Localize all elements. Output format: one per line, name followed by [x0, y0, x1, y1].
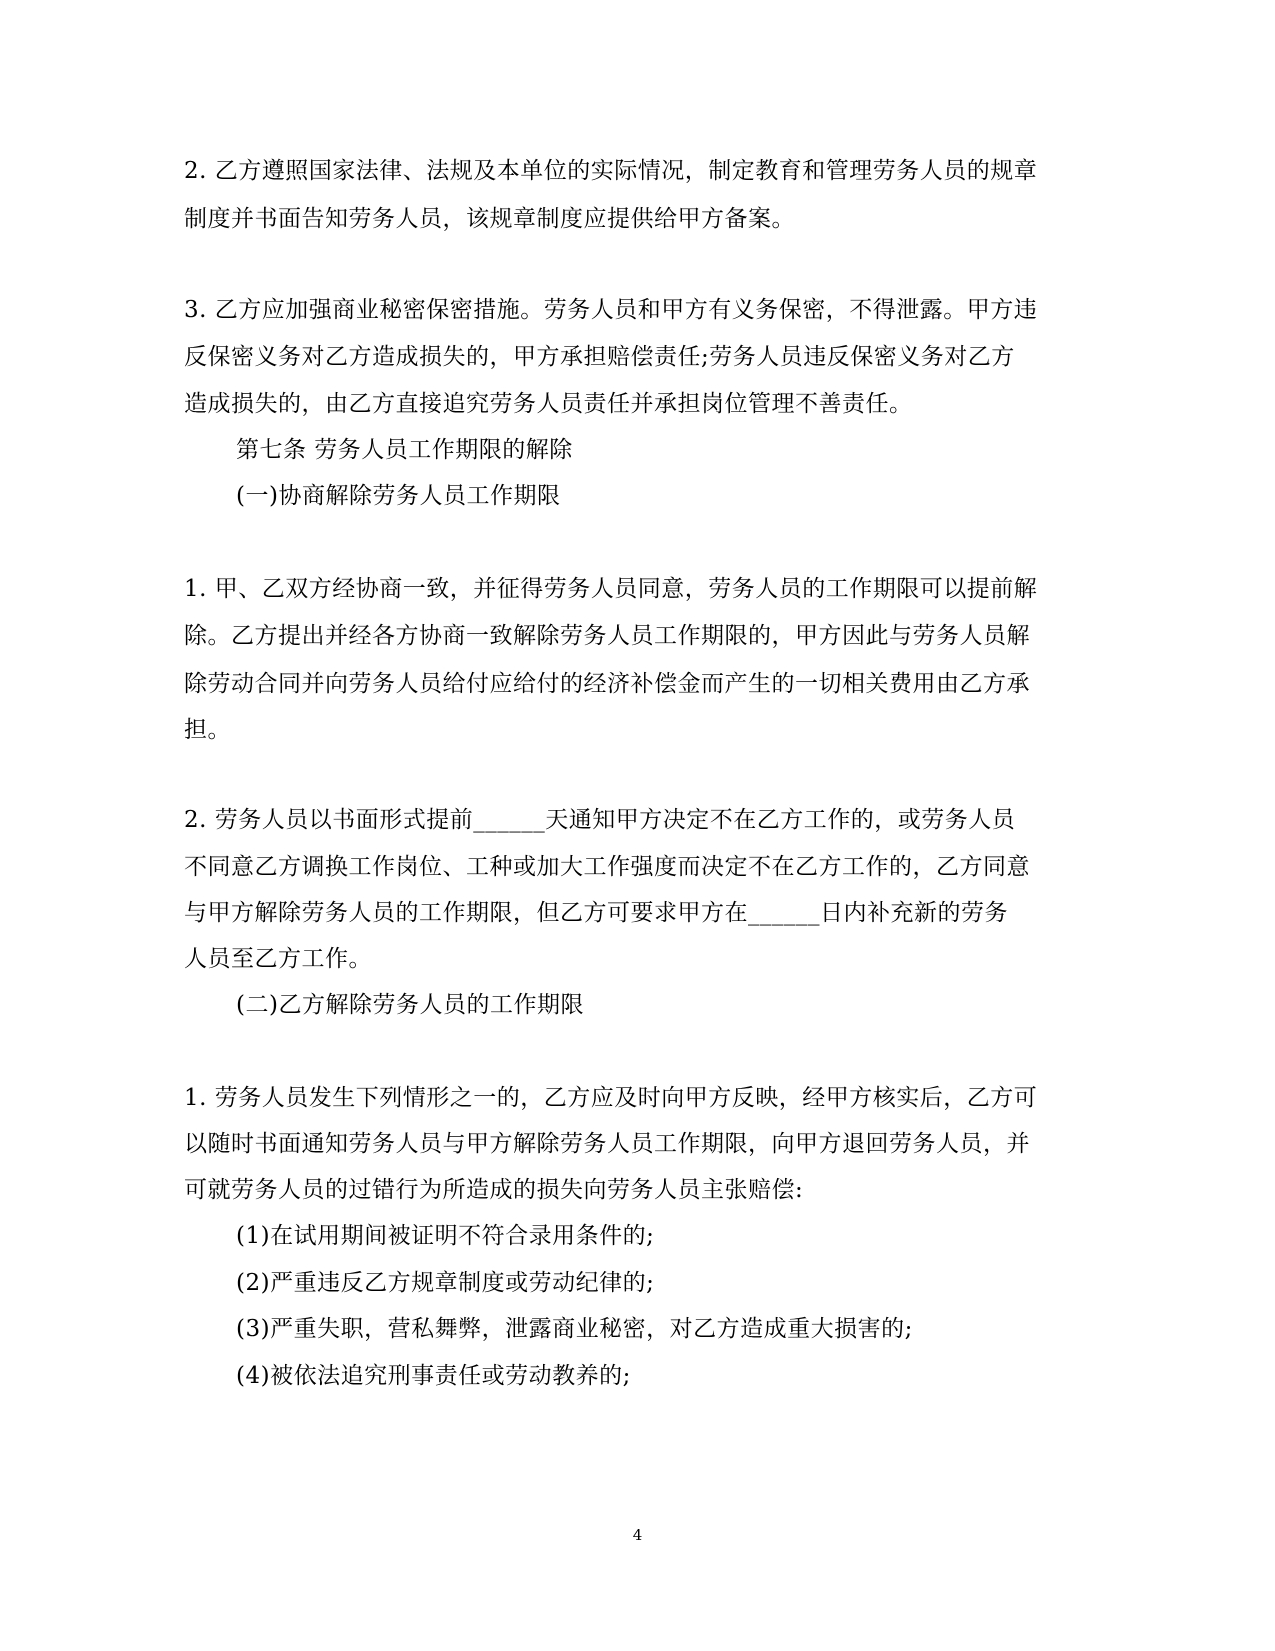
text-line-13: 不同意乙方调换工作岗位、工种或加大工作强度而决定不在乙方工作的，乙方同意	[184, 854, 1030, 880]
text-line-1: 2. 乙方遵照国家法律、法规及本单位的实际情况，制定教育和管理劳务人员的规章	[184, 158, 1038, 184]
text-line-8: 1. 甲、乙双方经协商一致，并征得劳务人员同意，劳务人员的工作期限可以提前解	[184, 576, 1038, 602]
section-heading-article-7: 第七条 劳务人员工作期限的解除	[236, 437, 573, 463]
text-line-17: 1. 劳务人员发生下列情形之一的，乙方应及时向甲方反映，经甲方核实后，乙方可	[184, 1085, 1038, 1111]
text-line-15: 人员至乙方工作。	[184, 946, 372, 972]
text-line-2: 制度并书面告知劳务人员，该规章制度应提供给甲方备案。	[184, 206, 795, 232]
list-item-2: (2)严重违反乙方规章制度或劳动纪律的;	[236, 1270, 655, 1296]
list-item-4: (4)被依法追究刑事责任或劳动教养的;	[236, 1363, 631, 1389]
text-line-18: 以随时书面通知劳务人员与甲方解除劳务人员工作期限，向甲方退回劳务人员，并	[184, 1131, 1030, 1157]
text-line-3: 3. 乙方应加强商业秘密保密措施。劳务人员和甲方有义务保密，不得泄露。甲方违	[184, 297, 1038, 323]
text-line-11: 担。	[184, 717, 231, 743]
text-line-19: 可就劳务人员的过错行为所造成的损失向劳务人员主张赔偿:	[184, 1177, 804, 1203]
list-item-1: (1)在试用期间被证明不符合录用条件的;	[236, 1223, 655, 1249]
page-number: 4	[632, 1526, 643, 1544]
subsection-heading-1: (一)协商解除劳务人员工作期限	[236, 483, 561, 509]
text-line-5: 造成损失的，由乙方直接追究劳务人员责任并承担岗位管理不善责任。	[184, 391, 913, 417]
text-line-14: 与甲方解除劳务人员的工作期限，但乙方可要求甲方在______日内补充新的劳务	[184, 900, 1008, 926]
text-line-10: 除劳动合同并向劳务人员给付应给付的经济补偿金而产生的一切相关费用由乙方承	[184, 671, 1030, 697]
text-line-12: 2. 劳务人员以书面形式提前______天通知甲方决定不在乙方工作的，或劳务人员	[184, 807, 1016, 833]
subsection-heading-2: (二)乙方解除劳务人员的工作期限	[236, 992, 584, 1018]
list-item-3: (3)严重失职，营私舞弊，泄露商业秘密，对乙方造成重大损害的;	[236, 1316, 913, 1342]
text-line-9: 除。乙方提出并经各方协商一致解除劳务人员工作期限的，甲方因此与劳务人员解	[184, 623, 1030, 649]
text-line-4: 反保密义务对乙方造成损失的，甲方承担赔偿责任;劳务人员违反保密义务对乙方	[184, 344, 1015, 370]
